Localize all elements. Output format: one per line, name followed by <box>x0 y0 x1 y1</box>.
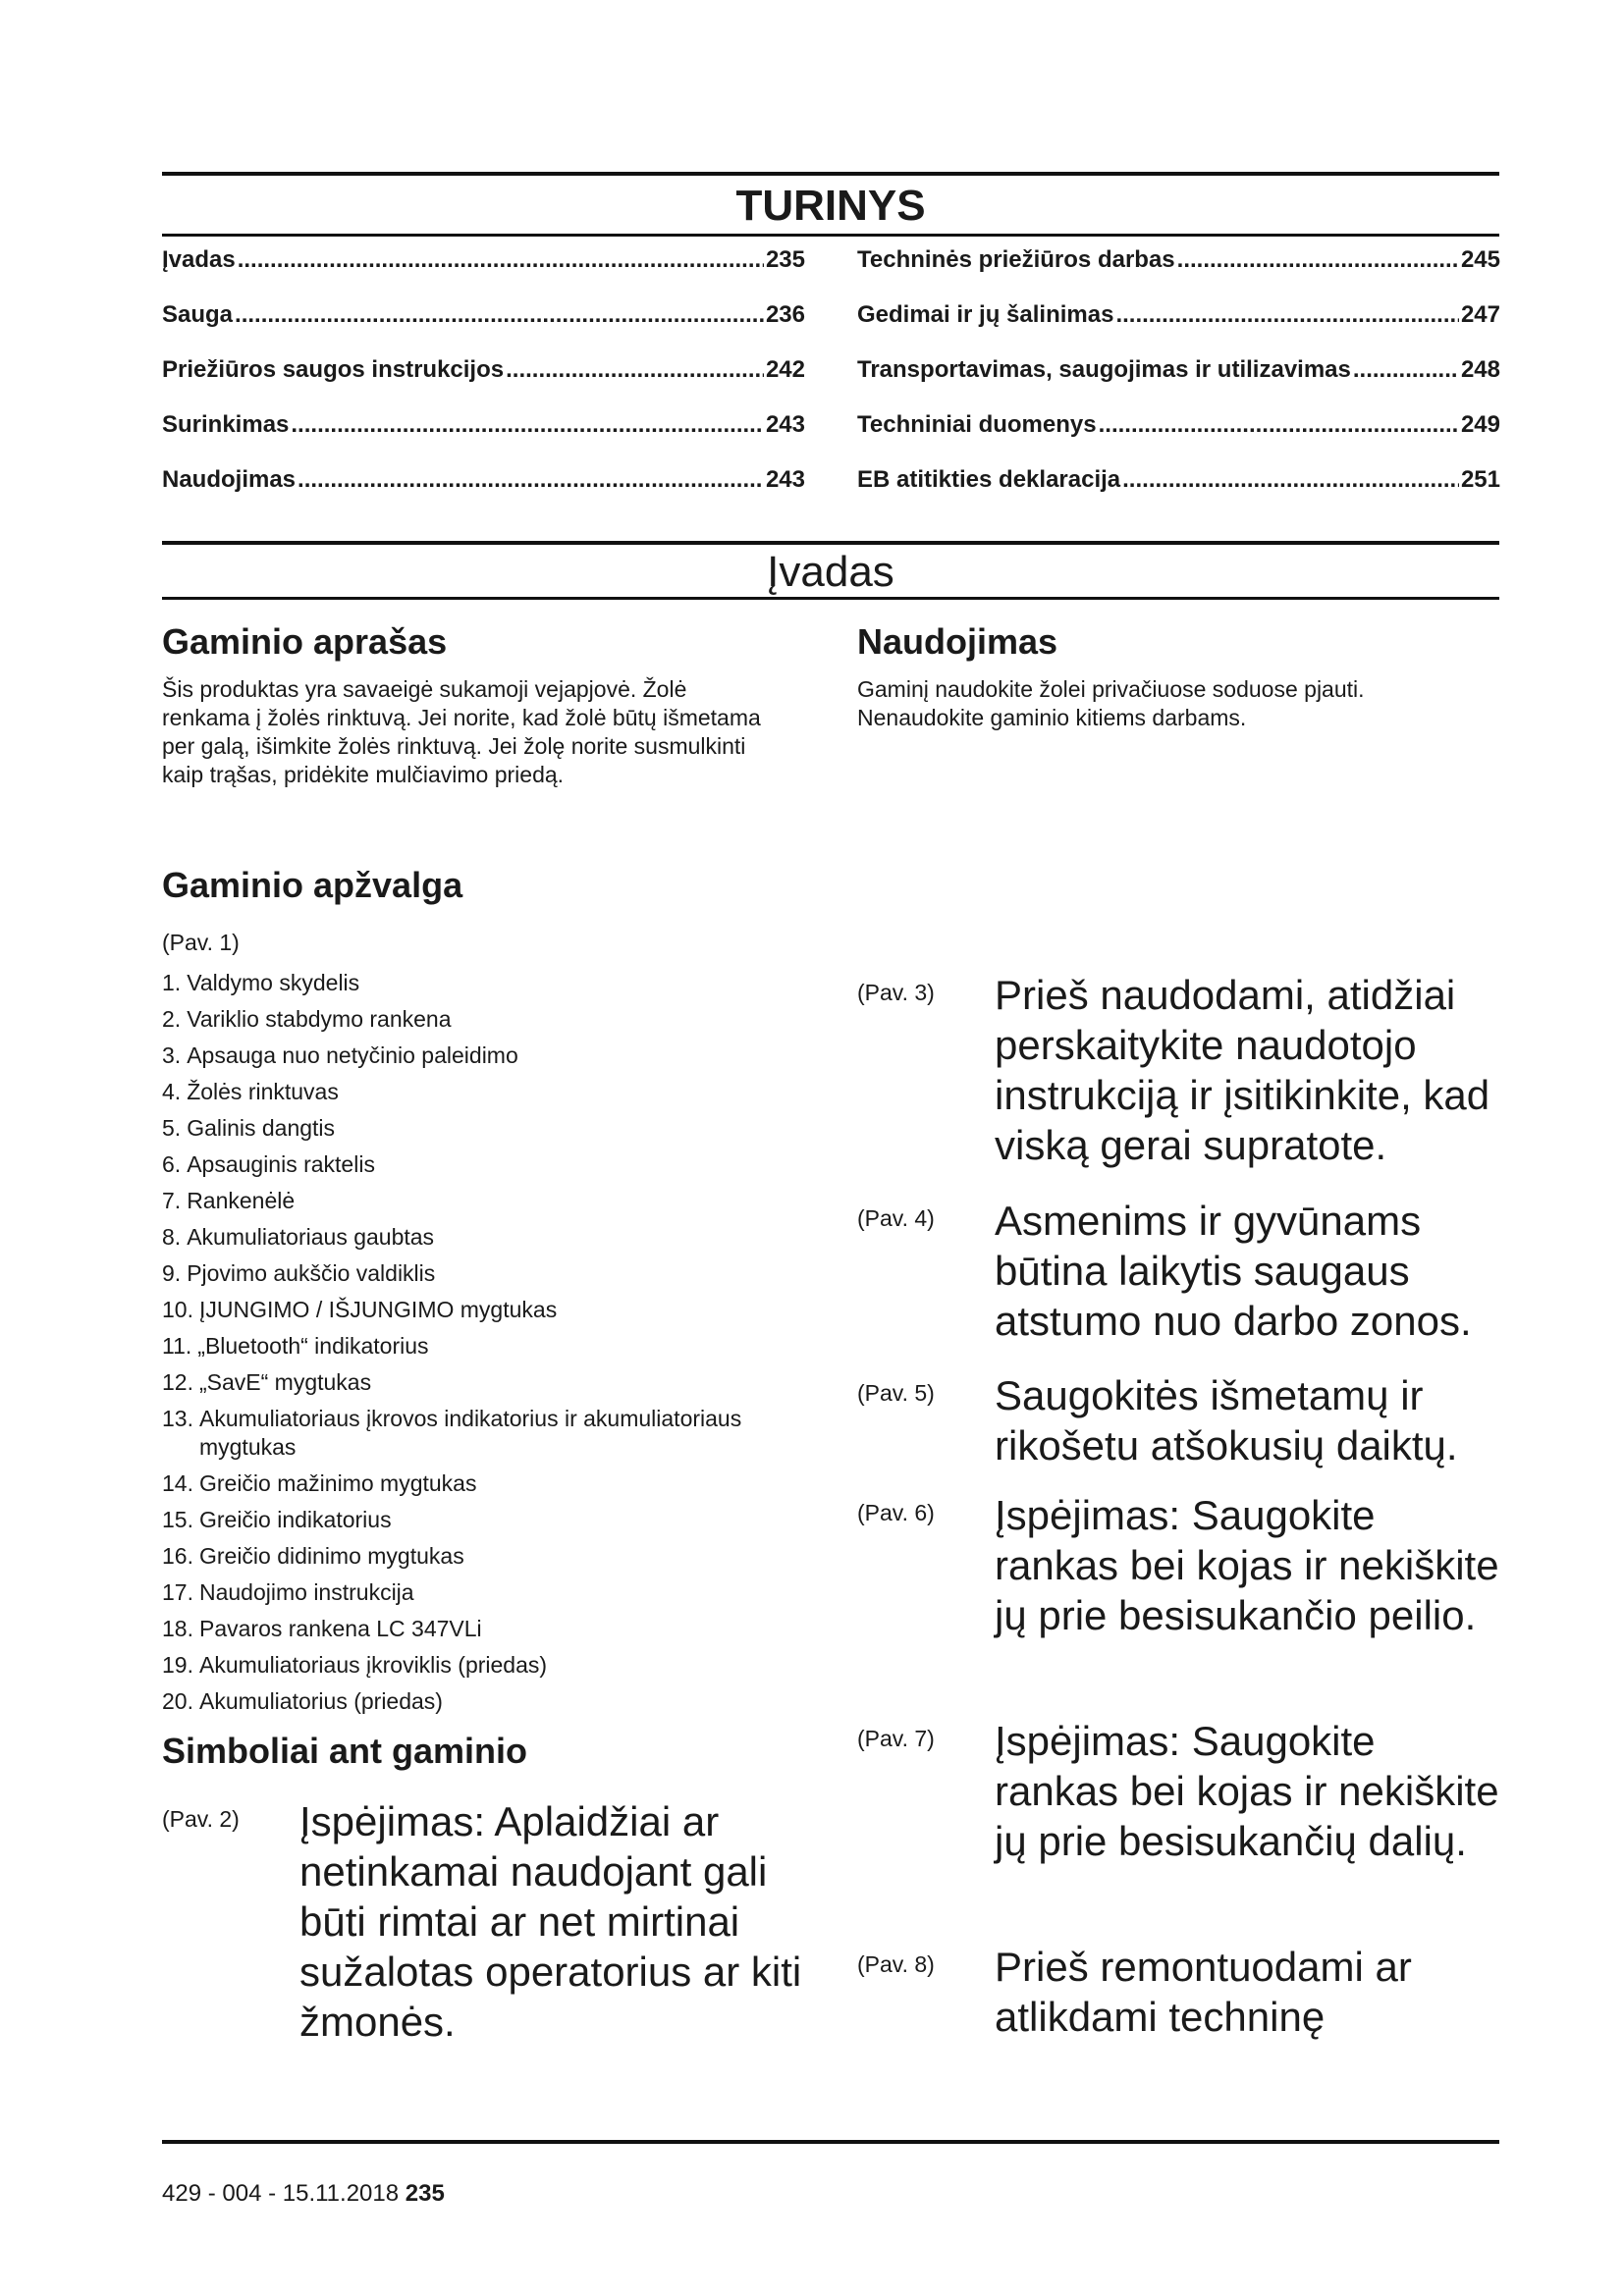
list-item: 12. „SavE“ mygtukas <box>162 1369 372 1395</box>
description-text: Šis produktas yra savaeigė sukamoji vejapjovė. Žolė renkama į žolės rinktuvą. Jei norite, kad žolė būtų išmetama per galą, išimkite žolės rinktuvą. Jei žolę norite susmulkinti kaip trąšas, pridėkite mulčiavimo priedą. <box>162 676 761 787</box>
symbol-entry <box>857 1490 1505 1640</box>
list-item: 8. Akumuliatoriaus gaubtas <box>162 1224 435 1250</box>
list-item: 17. Naudojimo instrukcija <box>162 1579 414 1605</box>
toc-entry[interactable]: Įvadas ..... 235 <box>162 245 805 300</box>
intro-title-rule <box>162 597 1499 600</box>
list-item: 4. Žolės rinktuvas <box>162 1079 339 1104</box>
list-item: 3. Apsauga nuo netyčinio paleidimo <box>162 1042 518 1068</box>
symbol-entry <box>857 1196 1505 1346</box>
list-item: 18. Pavaros rankena LC 347VLi <box>162 1616 482 1641</box>
symbol-text: Asmenims ir gyvūnams būtina laikytis saugaus atstumo nuo darbo zonos. <box>995 1198 1472 1344</box>
list-item: 11. „Bluetooth“ indikatorius <box>162 1333 429 1359</box>
list-item: 13. Akumuliatoriaus įkrovos indikatorius ir akumuliatoriaus mygtukas <box>162 1406 742 1460</box>
symbol-entry <box>857 1942 1505 2042</box>
list-item: 2. Variklio stabdymo rankena <box>162 1006 452 1032</box>
list-item: 14. Greičio mažinimo mygtukas <box>162 1470 477 1496</box>
usage-heading: Naudojimas <box>857 621 1058 662</box>
top-rule <box>162 172 1499 176</box>
symbol-text: Prieš remontuodami ar atlikdami techninę <box>995 1944 1412 2040</box>
list-item: 10. ĮJUNGIMO / IŠJUNGIMO mygtukas <box>162 1297 558 1322</box>
page-footer <box>162 2179 445 2209</box>
intro-title: Įvadas <box>767 548 894 596</box>
toc-right-column <box>857 245 1500 520</box>
list-item: 19. Akumuliatoriaus įkroviklis (priedas) <box>162 1652 548 1678</box>
figure-ref: (Pav. 5) <box>857 1380 935 1406</box>
symbols-heading: Simboliai ant gaminio <box>162 1731 528 1771</box>
figure-ref: (Pav. 4) <box>857 1205 935 1231</box>
symbol-text: Prieš naudodami, atidžiai perskaitykite naudotojo instrukciją ir įsitikinkite, kad viską gerai supratote. <box>995 972 1490 1168</box>
list-item: 1. Valdymo skydelis <box>162 970 360 995</box>
overview-figure-ref: (Pav. 1) <box>162 930 240 955</box>
toc-entry[interactable]: Surinkimas ..... 243 <box>162 410 805 465</box>
toc-entry[interactable]: Priežiūros saugos instrukcijos ..... 242 <box>162 355 805 410</box>
figure-ref: (Pav. 2) <box>162 1806 240 1832</box>
list-item: 7. Rankenėlė <box>162 1188 296 1213</box>
toc-entry[interactable]: EB atitikties deklaracija ..... 251 <box>857 465 1500 520</box>
toc-entry[interactable]: Transportavimas, saugojimas ir utilizavimas ..... 248 <box>857 355 1500 410</box>
footer-rule <box>162 2140 1499 2144</box>
toc-title: TURINYS <box>735 182 926 230</box>
overview-heading: Gaminio apžvalga <box>162 865 463 905</box>
toc-left-column <box>162 245 805 520</box>
toc-entry[interactable]: Techniniai duomenys ..... 249 <box>857 410 1500 465</box>
list-item: 15. Greičio indikatorius <box>162 1507 392 1532</box>
figure-ref: (Pav. 7) <box>857 1726 935 1751</box>
list-item: 16. Greičio didinimo mygtukas <box>162 1543 464 1569</box>
parts-list <box>162 969 751 1724</box>
toc-title-rule <box>162 234 1499 237</box>
figure-ref: (Pav. 3) <box>857 980 935 1005</box>
usage-text: Gaminį naudokite žolei privačiuose soduose pjauti. Nenaudokite gaminio kitiems darbams. <box>857 676 1365 730</box>
toc-entry[interactable]: Naudojimas ..... 243 <box>162 465 805 520</box>
list-item: 9. Pjovimo aukščio valdiklis <box>162 1260 436 1286</box>
toc-entry[interactable]: Sauga ..... 236 <box>162 300 805 355</box>
page-number: 235 <box>405 2180 445 2207</box>
list-item: 6. Apsauginis raktelis <box>162 1151 375 1177</box>
figure-ref: (Pav. 6) <box>857 1500 935 1525</box>
symbol-text: Įspėjimas: Saugokite rankas bei kojas ir nekiškite jų prie besisukančio peilio. <box>995 1492 1499 1638</box>
symbol-entry <box>857 1716 1505 1866</box>
symbol-entry <box>857 1370 1505 1470</box>
toc-entry[interactable]: Gedimai ir jų šalinimas ..... 247 <box>857 300 1500 355</box>
list-item: 20. Akumuliatorius (priedas) <box>162 1688 443 1714</box>
list-item: 5. Galinis dangtis <box>162 1115 336 1141</box>
symbol-text: Įspėjimas: Saugokite rankas bei kojas ir nekiškite jų prie besisukančių dalių. <box>995 1718 1499 1864</box>
toc-entry[interactable]: Techninės priežiūros darbas ..... 245 <box>857 245 1500 300</box>
symbol-text: Įspėjimas: Aplaidžiai ar netinkamai naudojant gali būti rimtai ar net mirtinai sužalotas operatorius ar kiti žmonės. <box>299 1798 802 2045</box>
figure-ref: (Pav. 8) <box>857 1951 935 1977</box>
description-heading: Gaminio aprašas <box>162 621 448 662</box>
document-id: 429 - 004 - 15.11.2018 <box>162 2180 400 2207</box>
symbol-text: Saugokitės išmetamų ir rikošetu atšokusių daiktų. <box>995 1372 1458 1468</box>
symbol-entry <box>857 970 1505 1170</box>
symbol-entry <box>162 1796 810 2047</box>
